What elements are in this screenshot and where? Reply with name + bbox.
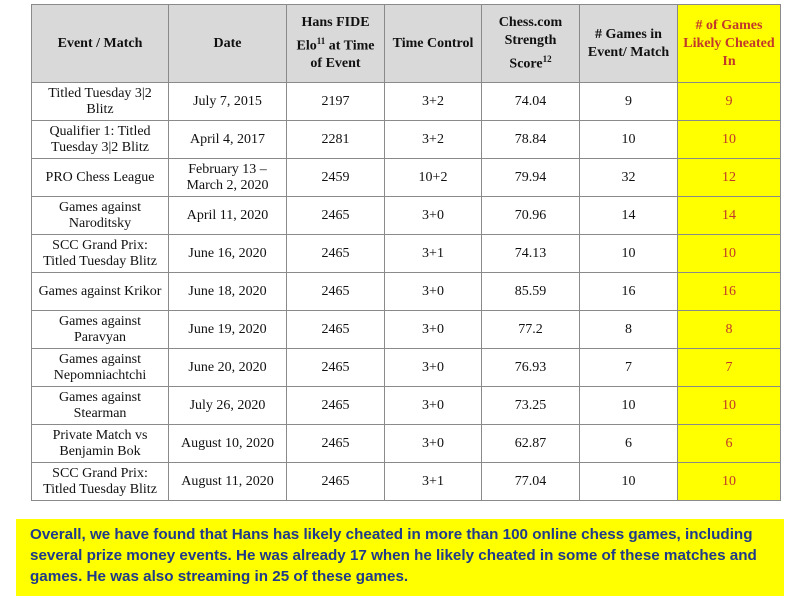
col-header-date: Date [169,5,287,83]
table-row [32,463,781,501]
cell-strength: 77.04 [482,463,580,501]
cell-event: SCC Grand Prix: Titled Tuesday Blitz [32,235,169,273]
cell-strength: 76.93 [482,349,580,387]
col-header-strength [482,5,580,83]
cell-date: August 11, 2020 [169,463,287,501]
cell-cheated: 12 [678,159,781,197]
cell-time-control: 3+0 [385,387,482,425]
cell-elo: 2465 [287,463,385,501]
cell-event: Games against Stearman [32,387,169,425]
cell-event: PRO Chess League [32,159,169,197]
cell-games: 9 [580,83,678,121]
cell-strength: 85.59 [482,273,580,311]
strength-header-label: Chess.com Strength Score [498,14,563,72]
cell-games: 10 [580,235,678,273]
cell-cheated: 16 [678,273,781,311]
cell-strength: 73.25 [482,387,580,425]
table-row [32,121,781,159]
table-row [32,83,781,121]
cell-cheated: 9 [678,83,781,121]
cell-date: April 11, 2020 [169,197,287,235]
cell-cheated: 14 [678,197,781,235]
cell-event: Private Match vs Benjamin Bok [32,425,169,463]
table-row [32,159,781,197]
cell-strength: 77.2 [482,311,580,349]
cell-time-control: 3+2 [385,121,482,159]
col-header-time-control: Time Control [385,5,482,83]
cell-elo: 2281 [287,121,385,159]
cell-games: 10 [580,121,678,159]
elo-header-label: Hans FIDE Elo [296,14,370,54]
cell-cheated: 7 [678,349,781,387]
cell-time-control: 3+2 [385,83,482,121]
cell-time-control: 3+1 [385,235,482,273]
cell-games: 14 [580,197,678,235]
col-header-games: # Games in Event/ Match [580,5,678,83]
cell-elo: 2465 [287,349,385,387]
col-header-event: Event / Match [32,5,169,83]
cell-strength: 70.96 [482,197,580,235]
cell-time-control: 3+0 [385,197,482,235]
cell-strength: 78.84 [482,121,580,159]
cell-time-control: 3+1 [385,463,482,501]
cell-event: SCC Grand Prix: Titled Tuesday Blitz [32,463,169,501]
cell-elo: 2465 [287,387,385,425]
cell-event: Titled Tuesday 3|2 Blitz [32,83,169,121]
cell-games: 10 [580,387,678,425]
cell-games: 7 [580,349,678,387]
cell-strength: 79.94 [482,159,580,197]
cell-games: 10 [580,463,678,501]
cell-elo: 2197 [287,83,385,121]
cell-cheated: 10 [678,387,781,425]
col-header-elo [287,5,385,83]
cell-event: Qualifier 1: Titled Tuesday 3|2 Blitz [32,121,169,159]
cell-games: 8 [580,311,678,349]
table-row [32,387,781,425]
summary-note: Overall, we have found that Hans has likely cheated in more than 100 online chess games, including several prize money events. He was already 17 when he likely cheated in some of these matches and games. He was also streaming in 25 of these games. [16,519,784,596]
cell-time-control: 10+2 [385,159,482,197]
cell-games: 16 [580,273,678,311]
cell-date: June 18, 2020 [169,273,287,311]
cell-games: 6 [580,425,678,463]
cell-event: Games against Paravyan [32,311,169,349]
elo-footnote-ref: 11 [316,35,326,46]
cell-elo: 2465 [287,197,385,235]
table-header-row [32,5,781,83]
cell-time-control: 3+0 [385,273,482,311]
table-row [32,311,781,349]
table-row [32,273,781,311]
cell-strength: 74.13 [482,235,580,273]
table-row [32,197,781,235]
cell-date: July 7, 2015 [169,83,287,121]
table-row [32,235,781,273]
cell-elo: 2465 [287,311,385,349]
cell-cheated: 6 [678,425,781,463]
cell-elo: 2465 [287,235,385,273]
cell-cheated: 10 [678,121,781,159]
cell-cheated: 10 [678,463,781,501]
cell-strength: 74.04 [482,83,580,121]
cell-time-control: 3+0 [385,425,482,463]
cell-strength: 62.87 [482,425,580,463]
cell-date: June 20, 2020 [169,349,287,387]
cell-date: July 26, 2020 [169,387,287,425]
cell-date: April 4, 2017 [169,121,287,159]
cell-games: 32 [580,159,678,197]
cell-cheated: 10 [678,235,781,273]
cell-time-control: 3+0 [385,311,482,349]
cell-date: February 13 – March 2, 2020 [169,159,287,197]
cell-elo: 2465 [287,425,385,463]
cell-event: Games against Nepomniachtchi [32,349,169,387]
cell-date: August 10, 2020 [169,425,287,463]
cheating-report-table [31,4,781,501]
cell-event: Games against Krikor [32,273,169,311]
cell-date: June 16, 2020 [169,235,287,273]
cell-event: Games against Naroditsky [32,197,169,235]
cell-elo: 2459 [287,159,385,197]
col-header-cheated: # of Games Likely Cheated In [678,5,781,83]
strength-footnote-ref: 12 [542,53,552,64]
cell-elo: 2465 [287,273,385,311]
cell-cheated: 8 [678,311,781,349]
elo-header-suffix: at Time of Event [310,38,375,72]
cell-date: June 19, 2020 [169,311,287,349]
table-row [32,425,781,463]
cell-time-control: 3+0 [385,349,482,387]
table-row [32,349,781,387]
